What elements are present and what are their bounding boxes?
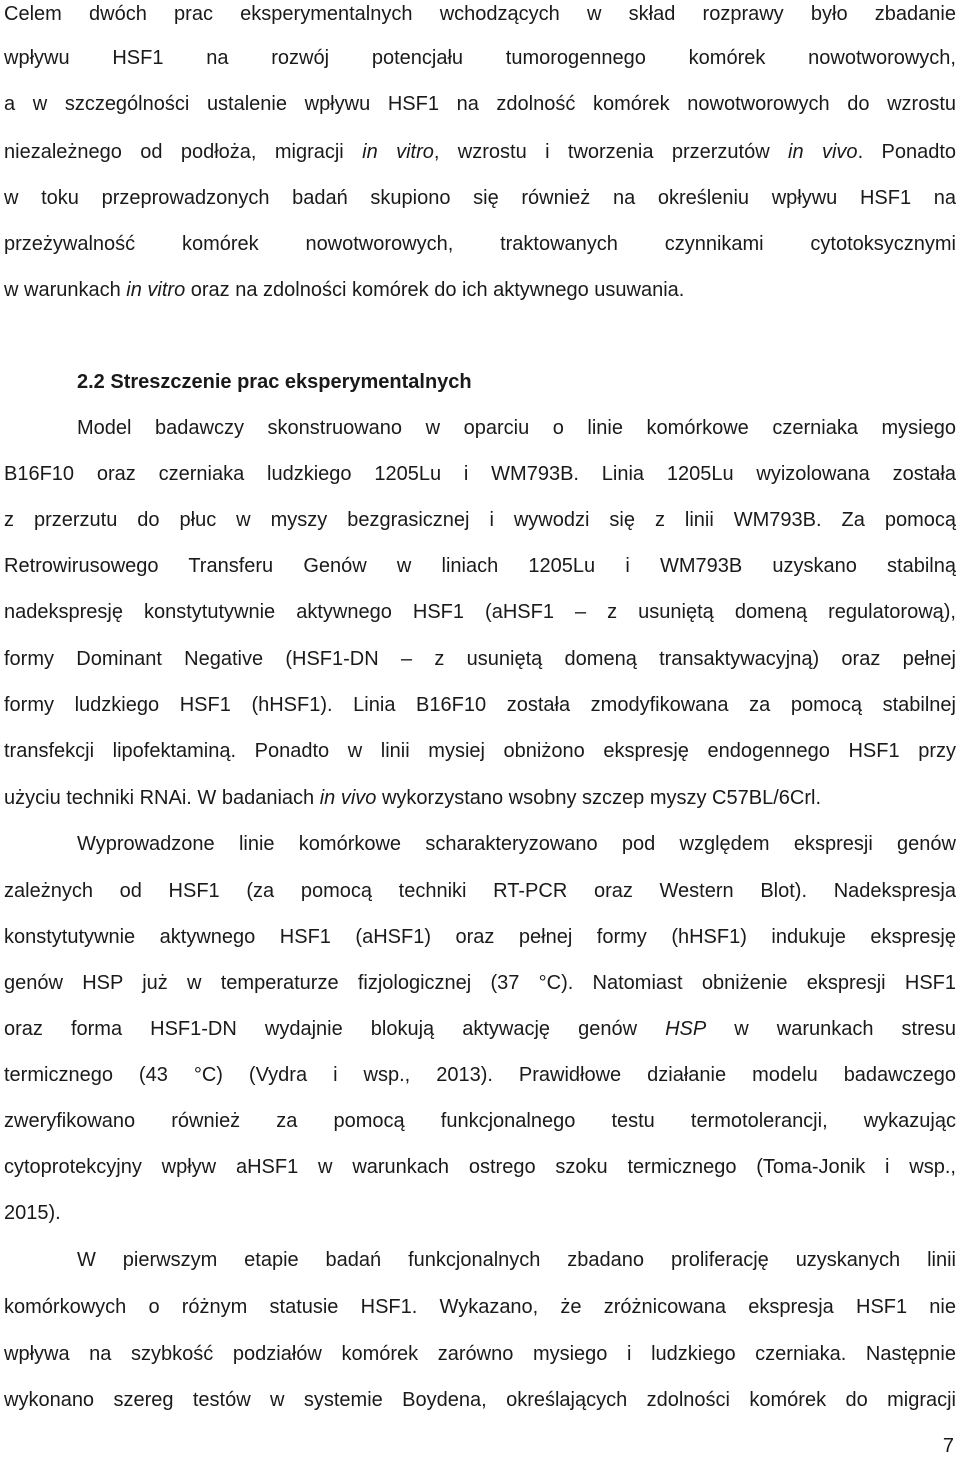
text-line: formy Dominant Negative (HSF1-DN – z usuniętą domeną transaktywacyjną) oraz pełnej xyxy=(4,648,956,670)
text-line: wpływu HSF1 na rozwój potencjału tumorogennego komórek nowotworowych, xyxy=(4,47,956,69)
section-heading: 2.2 Streszczenie prac eksperymentalnych xyxy=(77,371,472,393)
text-line: cytoprotekcyjny wpływ aHSF1 w warunkach ostrego szoku termicznego (Toma-Jonik i wsp., xyxy=(4,1156,956,1178)
text-line: Model badawczy skonstruowano w oparciu o linie komórkowe czerniaka mysiego xyxy=(77,417,956,439)
text-line: zależnych od HSF1 (za pomocą techniki RT-PCR oraz Western Blot). Nadekspresja xyxy=(4,880,956,902)
text-line: termicznego (43 °C) (Vydra i wsp., 2013). Prawidłowe działanie modelu badawczego xyxy=(4,1064,956,1086)
text-line: W pierwszym etapie badań funkcjonalnych zbadano proliferację uzyskanych linii xyxy=(77,1249,956,1271)
text-line: Celem dwóch prac eksperymentalnych wchodzących w skład rozprawy było zbadanie xyxy=(4,3,956,25)
text-line: B16F10 oraz czerniaka ludzkiego 1205Lu i WM793B. Linia 1205Lu wyizolowana została xyxy=(4,463,956,485)
text-line: 2015). xyxy=(4,1202,61,1224)
text-line: Wyprowadzone linie komórkowe scharakteryzowano pod względem ekspresji genów xyxy=(77,833,956,855)
text-line: transfekcji lipofektaminą. Ponadto w linii mysiej obniżono ekspresję endogennego HSF1 przy xyxy=(4,740,956,762)
text-line: Retrowirusowego Transferu Genów w liniach 1205Lu i WM793B uzyskano stabilną xyxy=(4,555,956,577)
text-line: wpływa na szybkość podziałów komórek zarówno mysiego i ludzkiego czerniaka. Następnie xyxy=(4,1343,956,1365)
text-line: konstytutywnie aktywnego HSF1 (aHSF1) oraz pełnej formy (hHSF1) indukuje ekspresję xyxy=(4,926,956,948)
text-line: zweryfikowano również za pomocą funkcjonalnego testu termotolerancji, wykazując xyxy=(4,1110,956,1132)
text-line: komórkowych o różnym statusie HSF1. Wykazano, że zróżnicowana ekspresja HSF1 nie xyxy=(4,1296,956,1318)
text-line: w toku przeprowadzonych badań skupiono się również na określeniu wpływu HSF1 na xyxy=(4,187,956,209)
text-line: z przerzutu do płuc w myszy bezgrasicznej i wywodzi się z linii WM793B. Za pomocą xyxy=(4,509,956,531)
text-line: formy ludzkiego HSF1 (hHSF1). Linia B16F10 została zmodyfikowana za pomocą stabilnej xyxy=(4,694,956,716)
text-line: genów HSP już w temperaturze fizjologicznej (37 °C). Natomiast obniżenie ekspresji HSF1 xyxy=(4,972,956,994)
text-line: nadekspresję konstytutywnie aktywnego HSF1 (aHSF1 – z usuniętą domeną regulatorową), xyxy=(4,601,956,623)
text-line: oraz forma HSF1-DN wydajnie blokują aktywację genów HSP w warunkach stresu xyxy=(4,1018,957,1040)
text-line: niezależnego od podłoża, migracji in vitro, wzrostu i tworzenia przerzutów in vivo. Ponadto xyxy=(4,141,957,163)
page-number: 7 xyxy=(942,1435,954,1457)
text-line: a w szczególności ustalenie wpływu HSF1 na zdolność komórek nowotworowych do wzrostu xyxy=(4,93,956,115)
text-line: wykonano szereg testów w systemie Boydena, określających zdolności komórek do migracji xyxy=(4,1389,956,1411)
text-line: w warunkach in vitro oraz na zdolności komórek do ich aktywnego usuwania. xyxy=(4,279,685,301)
text-line: użyciu techniki RNAi. W badaniach in vivo wykorzystano wsobny szczep myszy C57BL/6Crl. xyxy=(4,787,821,809)
text-line: przeżywalność komórek nowotworowych, traktowanych czynnikami cytotoksycznymi xyxy=(4,233,956,255)
